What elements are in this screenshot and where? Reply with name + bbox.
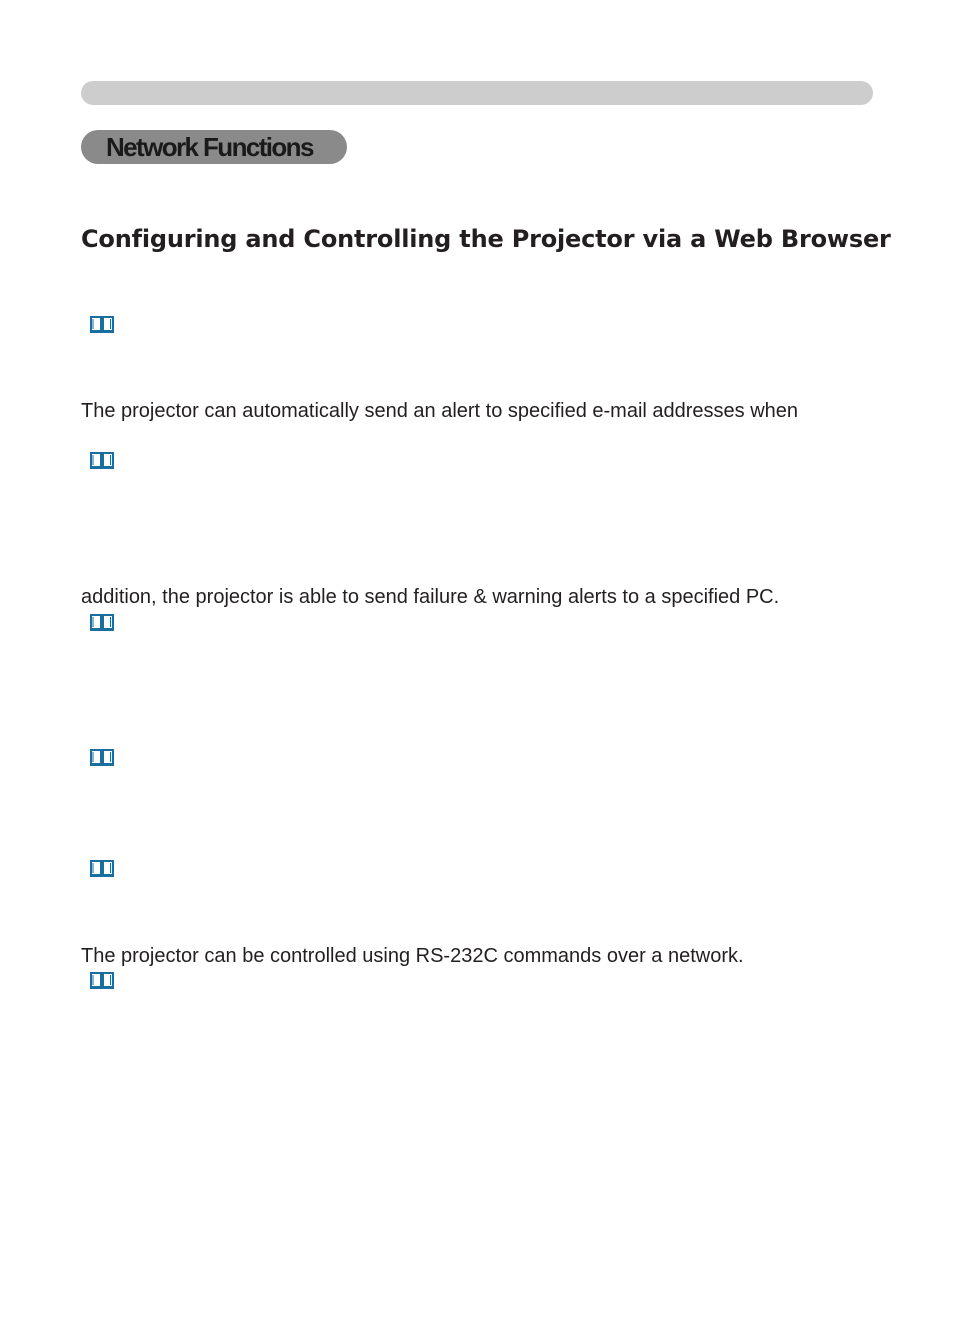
book-icon[interactable] <box>89 858 115 878</box>
book-icon[interactable] <box>89 314 115 334</box>
section-label-pill <box>81 130 347 164</box>
book-icon[interactable] <box>89 450 115 470</box>
book-icon[interactable] <box>89 612 115 632</box>
header-bar <box>81 81 873 105</box>
section-label: Network Functions <box>106 132 313 162</box>
book-icon[interactable] <box>89 970 115 990</box>
book-icon[interactable] <box>89 747 115 767</box>
paragraph-email-alert: The projector can automatically send an alert to specified e-mail addresses when <box>81 400 799 422</box>
page-title: Configuring and Controlling the Projector via a Web Browser <box>81 225 891 253</box>
paragraph-rs232c-control: The projector can be controlled using RS-232C commands over a network. <box>81 945 744 967</box>
paragraph-failure-alerts: addition, the projector is able to send failure & warning alerts to a specified PC. <box>81 586 780 608</box>
